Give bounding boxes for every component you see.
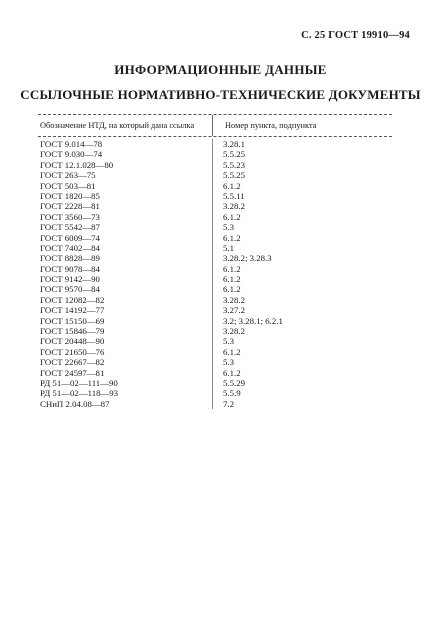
document-designation: ГОСТ 503—81 [40,180,96,191]
table-row [38,295,392,305]
table-row [38,264,392,274]
clause-number: 5.3 [212,336,234,346]
document-designation: ГОСТ 22667—82 [40,357,105,368]
clause-number: 5.5.25 [212,170,245,180]
table-row [38,139,392,149]
page-reference: С. 25 ГОСТ 19910—94 [301,30,410,41]
document-designation: ГОСТ 15150—69 [40,315,105,326]
document-designation: ГОСТ 9.014—78 [40,139,103,149]
table-row [38,181,392,191]
clause-number: 5.5.23 [212,160,245,170]
table-row [38,316,392,326]
clause-number: 6.1.2 [212,284,241,294]
document-designation: ГОСТ 1820—85 [40,190,100,201]
clause-number: 3.27.2 [212,305,245,315]
table-body [38,139,392,409]
clause-number: 3.28.1 [212,139,245,149]
section-title: ИНФОРМАЦИОННЫЕ ДАННЫЕ [114,62,327,77]
table-row [38,243,392,253]
clause-number: 5.5.9 [212,388,241,398]
table-header-rule [38,136,392,137]
table-row [38,368,392,378]
document-designation: РД 51—02—111—90 [40,377,118,388]
document-designation: ГОСТ 20448—90 [40,336,105,347]
clause-number: 5.5.11 [212,191,245,201]
clause-number: 5.3 [212,222,234,232]
document-designation: ГОСТ 12.1.028—80 [40,159,114,170]
table-row [38,212,392,222]
document-designation: ГОСТ 21650—76 [40,346,105,357]
document-designation: ГОСТ 9078—84 [40,263,100,274]
clause-number: 6.1.2 [212,368,241,378]
table-row [38,274,392,284]
document-designation: ГОСТ 15846—79 [40,326,105,337]
table-row [38,357,392,367]
clause-number: 5.1 [212,243,234,253]
clause-number: 7.2 [212,399,234,409]
clause-number: 6.1.2 [212,233,241,243]
table-header [38,115,392,136]
clause-number: 6.1.2 [212,181,241,191]
document-designation: ГОСТ 5542—87 [40,222,100,233]
clause-number: 6.1.2 [212,347,241,357]
clause-number: 6.1.2 [212,212,241,222]
table-row [38,388,392,398]
table-row [38,170,392,180]
clause-number: 5.3 [212,357,234,367]
clause-number: 5.5.29 [212,378,245,388]
clause-number: 6.1.2 [212,264,241,274]
column-header-document: Обозначение НТД, на который дана ссылка [38,115,213,136]
document-designation: ГОСТ 2228—81 [40,201,100,212]
table-row [38,336,392,346]
document-designation: ГОСТ 7402—84 [40,242,100,253]
clause-number: 3.28.2 [212,326,245,336]
document-designation: ГОСТ 14192—77 [40,305,105,316]
clause-number: 3.2; 3.28.1; 6.2.1 [212,316,283,326]
document-designation: ГОСТ 263—75 [40,170,96,181]
document-designation: СНиП 2.04.08—87 [40,398,110,409]
table-row [38,191,392,201]
clause-number: 3.28.2 [212,295,245,305]
table-row [38,399,392,409]
document-designation: ГОСТ 9142—90 [40,274,100,285]
table-row [38,160,392,170]
column-header-clause: Номер пункта, подпункта [225,121,317,130]
table-row [38,284,392,294]
table-row [38,347,392,357]
document-designation: ГОСТ 8828—89 [40,253,100,264]
clause-number: 3.28.2 [212,201,245,211]
table-row [38,305,392,315]
table-row [38,201,392,211]
document-designation: ГОСТ 9570—84 [40,284,100,295]
clause-number: 3.28.2; 3.28.3 [212,253,272,263]
document-designation: ГОСТ 6009—74 [40,232,100,243]
table-row [38,222,392,232]
document-designation: ГОСТ 3560—73 [40,211,100,222]
clause-number: 6.1.2 [212,274,241,284]
references-table [38,114,392,409]
table-row [38,378,392,388]
table-row [38,253,392,263]
section-subtitle: ССЫЛОЧНЫЕ НОРМАТИВНО-ТЕХНИЧЕСКИЕ ДОКУМЕНТЫ [20,87,421,102]
document-designation: ГОСТ 24597—81 [40,367,105,378]
document-designation: ГОСТ 9.030—74 [40,149,103,160]
table-row [38,149,392,159]
table-row [38,326,392,336]
table-row [38,233,392,243]
document-designation: РД 51—02—118—93 [40,388,119,399]
clause-number: 5.5.25 [212,149,245,159]
document-designation: ГОСТ 12082—82 [40,294,105,305]
